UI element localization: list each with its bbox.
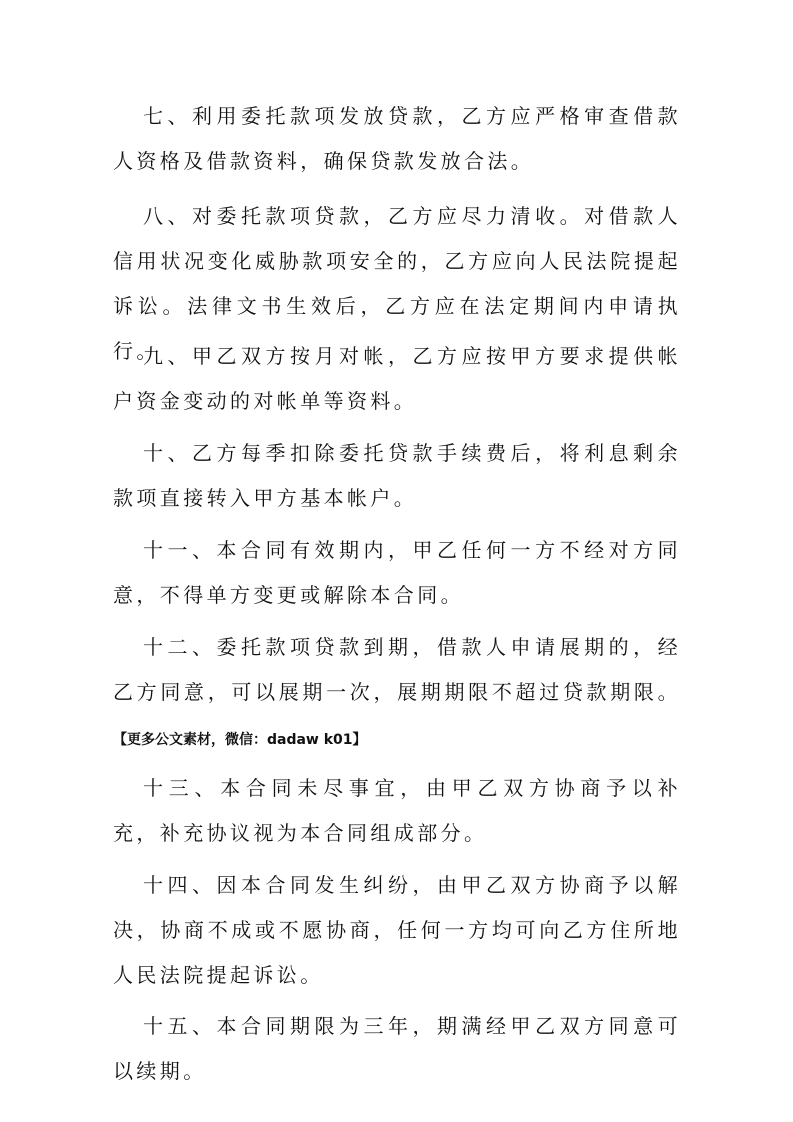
clause-7-text: 七、利用委托款项发放贷款，乙方应严格审查借款人资格及借款资料，确保贷款发放合法。 (113, 104, 681, 173)
clause-15-text: 十五、本合同期限为三年，期满经甲乙双方同意可以续期。 (113, 1014, 681, 1083)
clause-7 (113, 94, 681, 184)
clause-11 (113, 528, 681, 618)
clause-15 (113, 1004, 681, 1094)
clause-9-text: 九、甲乙双方按月对帐，乙方应按甲方要求提供帐户资金变动的对帐单等资料。 (113, 344, 681, 413)
clause-9 (113, 334, 681, 424)
clause-10-text: 十、乙方每季扣除委托贷款手续费后，将利息剩余款项直接转入甲方基本帐户。 (113, 441, 681, 510)
clause-8-text: 八、对委托款项贷款，乙方应尽力清收。对借款人信用状况变化威胁款项安全的，乙方应向人民法院提起诉讼。法律文书生效后，乙方应在法定期间内申请执行。 (113, 204, 681, 363)
clause-12-text: 十二、委托款项贷款到期，借款人申请展期的，经乙方同意，可以展期一次，展期期限不超过贷款期限。 (113, 635, 681, 704)
clause-13-text: 十三、本合同未尽事宜，由甲乙双方协商予以补充，补充协议视为本合同组成部分。 (113, 776, 681, 845)
clause-13 (113, 766, 681, 856)
clause-14-text: 十四、因本合同发生纠纷，由甲乙双方协商予以解决，协商不成或不愿协商，任何一方均可向乙方住所地人民法院提起诉讼。 (113, 873, 681, 987)
promo-note: 【更多公文素材，微信：dadaw k01】 (113, 732, 367, 748)
clause-11-text: 十一、本合同有效期内，甲乙任何一方不经对方同意，不得单方变更或解除本合同。 (113, 538, 681, 607)
clause-12 (113, 625, 681, 760)
clause-14 (113, 863, 681, 998)
clause-10 (113, 431, 681, 521)
